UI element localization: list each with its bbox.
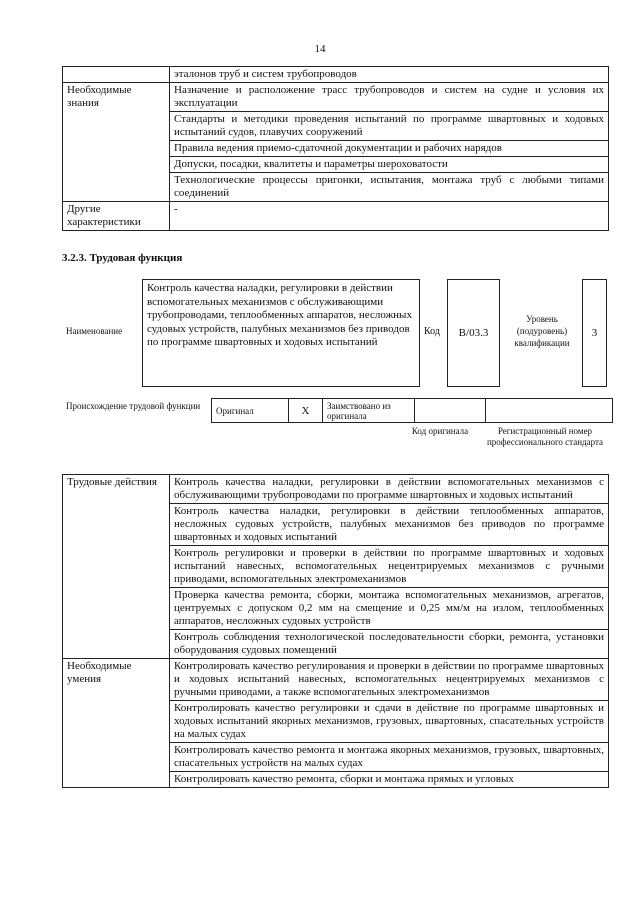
row-text: Допуски, посадки, квалитеты и параметры шероховатости [170,157,609,173]
section-title: 3.2.3. Трудовая функция [62,252,183,264]
origin-label: Происхождение трудовой функции [66,401,201,411]
reg-number-cell [486,399,613,423]
code-label: Код [424,326,440,337]
reg-number-caption: Регистрационный номер профессионального стандарта [486,426,604,447]
function-level: 3 [582,279,607,387]
row-text: Контроль соблюдения технологической последовательности сборки, ремонта, установки оборудования судовых помещений [170,630,609,659]
function-code: B/03.3 [447,279,500,387]
knowledge-table [62,66,609,231]
row-text: Контроль регулировки и проверки в действии по программе швартовных и ходовых испытаний навесных, вспомогательных нецентрируемых механизмов с ручными приводами, вспомогательных электромеханизмов [170,546,609,588]
table-row [63,202,609,231]
row-label-actions: Трудовые действия [63,475,170,659]
row-text: Стандарты и методики проведения испытаний по программе швартовных и ходовых испытаний судов, плавучих сооружений [170,112,609,141]
name-label: Наименование [66,326,123,336]
row-text: Контролировать качество ремонта, сборки и монтажа прямых и угловых [170,772,609,788]
row-label [63,67,170,83]
row-text: Контролировать качество регулировки и сдачи в действие по программе швартовных и ходовых испытаний якорных механизмов, грузовых, швартовных, спасательных устройств на малых судах [170,701,609,743]
row-text: эталонов труб и систем трубопроводов [170,67,609,83]
row-text: Контролировать качество регулирования и проверки в действии по программе швартовных и ходовых испытаний навесных, вспомогательных нецентрируемых механизмов с ручными приводами, а также вспомогательных электромеханизмов [170,659,609,701]
borrowed-label: Заимствовано из оригинала [323,399,415,423]
original-label: Оригинал [212,399,289,423]
page-number: 14 [314,43,326,55]
original-mark: X [289,399,323,423]
function-name: Контроль качества наладки, регулировки в действии вспомогательных механизмов с обслуживающими трубопроводами, теплообменных аппаратов, несложных судовых устройств, палубных механизмов без приводов по программе швартовных и ходовых испытаний [142,279,420,387]
row-text: Контроль качества наладки, регулировки в действии вспомогательных механизмов с обслуживающими трубопроводами по программе швартовных и ходовых испытаний [170,475,609,504]
row-text: Технологические процессы пригонки, испытания, монтажа труб с любыми типами соединений [170,173,609,202]
row-text: Контролировать качество ремонта и монтажа якорных механизмов, грузовых, швартовных, спасательных устройств на малых судах [170,743,609,772]
row-label-other: Другие характеристики [63,202,170,231]
table-row [63,659,609,701]
labor-actions-table [62,474,609,788]
row-text: Назначение и расположение трасс трубопроводов и систем на судне и условия их эксплуатации [170,83,609,112]
row-text: Правила ведения приемо-сдаточной документации и рабочих нарядов [170,141,609,157]
row-text: Контроль качества наладки, регулировки в действии теплообменных аппаратов, несложных судовых устройств, палубных механизмов без приводов по программе швартовных и ходовых испытаний [170,504,609,546]
table-row [63,83,609,112]
row-label-knowledge: Необходимые знания [63,83,170,202]
row-text: Проверка качества ремонта, сборки, монтажа вспомогательных механизмов, агрегатов, центруемых с допуском 0,2 мм на смещение и 0,25 мм/м на излом, теплообменных аппаратов, несложных судовых устройств [170,588,609,630]
table-row [63,475,609,504]
table-row [63,67,609,83]
level-label: Уровень (подуровень) квалификации [514,314,570,348]
code-original-cell [415,399,486,423]
row-label-skills: Необходимые умения [63,659,170,788]
row-text: - [170,202,609,231]
origin-table [211,398,613,423]
code-original-caption: Код оригинала [411,426,469,436]
